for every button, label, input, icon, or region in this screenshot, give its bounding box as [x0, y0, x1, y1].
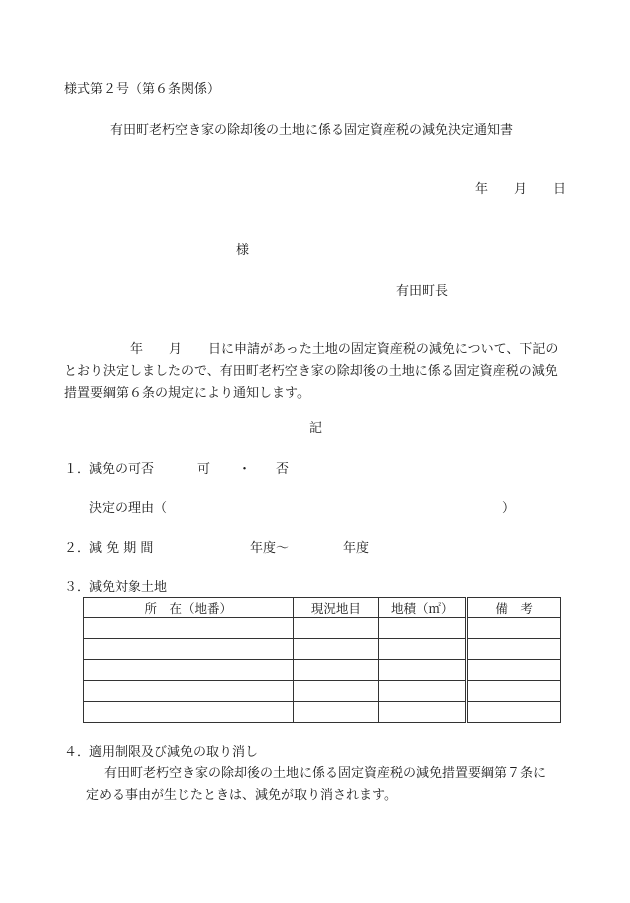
table-cell — [293, 702, 379, 723]
table-cell — [467, 681, 561, 702]
period-from-suffix: 年度～ — [250, 541, 290, 556]
table-cell — [379, 681, 467, 702]
date-month-label: 月 — [514, 182, 528, 197]
document-title: 有田町老朽空き家の除却後の土地に係る固定資産税の減免決定通知書 — [110, 123, 514, 138]
body-line: 措置要綱第６条の規定により通知します。 — [64, 386, 310, 401]
land-table-header-row — [84, 598, 561, 618]
col-header-remarks: 備 考 — [467, 598, 561, 618]
body-line: 年 月 日に申請があった土地の固定資産税の減免について、下記の — [130, 342, 559, 357]
item-4-line: 有田町老朽空き家の除却後の土地に係る固定資産税の減免措置要綱第７条に — [104, 766, 547, 781]
table-cell — [379, 618, 467, 639]
table-cell — [379, 639, 467, 660]
ki-heading: 記 — [309, 421, 323, 436]
option-no: 否 — [276, 462, 290, 477]
date-day-label: 日 — [553, 182, 567, 197]
option-yes: 可 — [197, 462, 211, 477]
table-cell — [293, 681, 379, 702]
table-cell — [84, 618, 294, 639]
col-header-location: 所 在（地番） — [84, 598, 294, 618]
table-cell — [293, 660, 379, 681]
table-cell — [84, 681, 294, 702]
item-4-line: 定める事由が生じたときは、減免が取り消されます。 — [86, 788, 397, 803]
table-cell — [467, 702, 561, 723]
item-4-text — [64, 763, 578, 807]
item-2-number: ２． — [64, 541, 91, 556]
table-cell — [84, 639, 294, 660]
table-row — [84, 660, 561, 681]
item-3-label: 減免対象土地 — [89, 580, 168, 595]
addressee-suffix: 様 — [236, 243, 250, 258]
form-number: 様式第２号（第６条関係） — [64, 82, 221, 97]
notice-body — [64, 339, 578, 405]
table-cell — [293, 639, 379, 660]
item-3-number: ３． — [64, 580, 91, 595]
land-table — [83, 597, 561, 723]
table-cell — [467, 639, 561, 660]
table-cell — [379, 702, 467, 723]
item-4-label: 適用制限及び減免の取り消し — [89, 745, 259, 760]
issuer: 有田町長 — [396, 284, 449, 299]
date-year-label: 年 — [475, 182, 489, 197]
table-cell — [84, 702, 294, 723]
item-1-label: 減免の可否 — [89, 462, 155, 477]
table-cell — [467, 660, 561, 681]
reason-label: 決定の理由（ — [89, 501, 168, 516]
table-cell — [293, 618, 379, 639]
table-cell — [467, 618, 561, 639]
table-cell — [379, 660, 467, 681]
body-line: とおり決定しましたので、有田町老朽空き家の除却後の土地に係る固定資産税の減免 — [64, 364, 558, 379]
table-row — [84, 639, 561, 660]
option-separator: ・ — [238, 462, 252, 477]
col-header-area: 地積（㎡） — [379, 598, 467, 618]
period-to-suffix: 年度 — [343, 541, 370, 556]
col-header-land-category: 現況地目 — [293, 598, 379, 618]
item-4-number: ４． — [64, 745, 91, 760]
table-row — [84, 618, 561, 639]
item-1-number: １． — [64, 462, 91, 477]
table-row — [84, 681, 561, 702]
reason-close: ） — [502, 501, 516, 516]
table-row — [84, 702, 561, 723]
table-cell — [84, 660, 294, 681]
item-2-label: 減 免 期 間 — [89, 541, 154, 556]
